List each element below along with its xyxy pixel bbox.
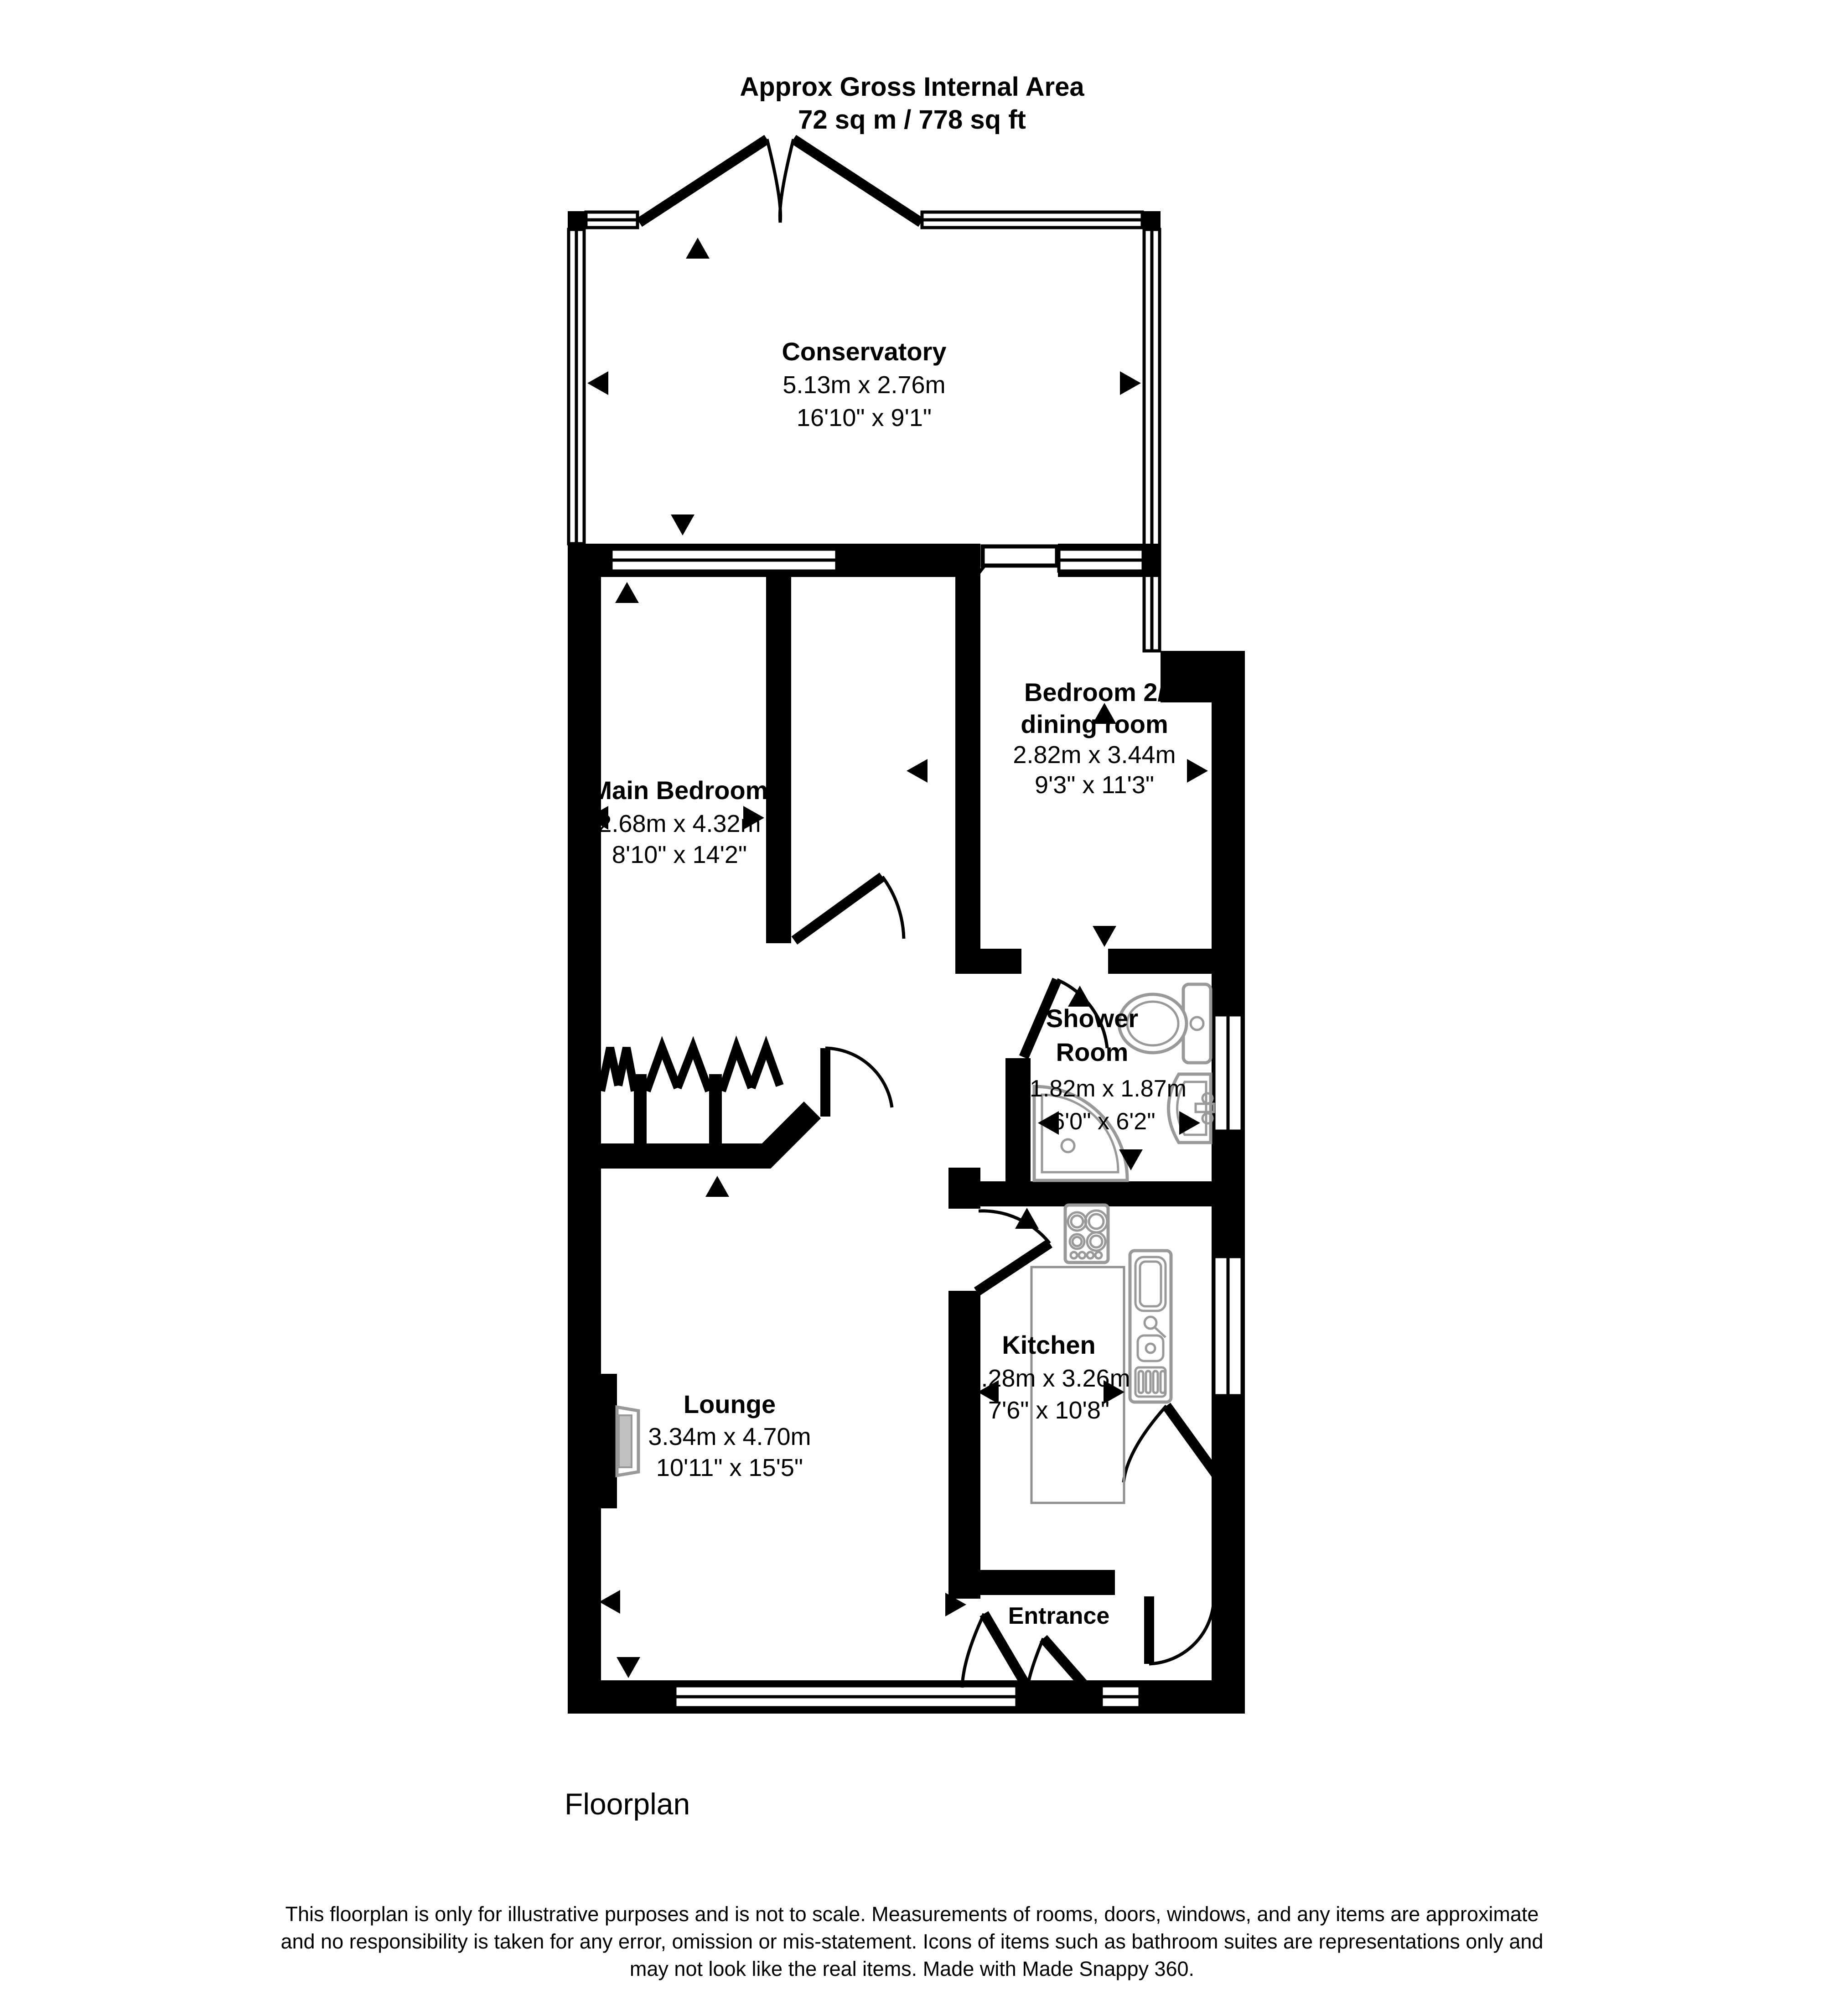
gross-area-title-line2: 72 sq m / 778 sq ft <box>798 105 1026 135</box>
kitchen-sink-icon <box>1130 1251 1171 1402</box>
bedroom2-name-line1: Bedroom 2/ <box>1024 678 1165 707</box>
bedroom2-name-line2: dining room <box>1021 710 1168 738</box>
disclaimer <box>281 1902 1544 1980</box>
floorplan-caption: Floorplan <box>565 1787 690 1821</box>
kitchen-left-wall <box>948 1291 980 1599</box>
shower-bottom-wall <box>980 1181 1245 1206</box>
main-bedroom-imperial: 8'10" x 14'2" <box>611 841 747 868</box>
shower-room-name-line1: Shower <box>1046 1004 1139 1033</box>
main-bedroom-right-wall <box>766 577 791 943</box>
main-bedroom-metric: 2.68m x 4.32m <box>598 810 761 837</box>
bedroom2-metric: 2.82m x 3.44m <box>1013 741 1176 769</box>
main-bedroom-door <box>794 877 904 940</box>
bedroom2-bottom-wall-left <box>955 949 1021 974</box>
kitchen-side-door <box>1124 1406 1221 1482</box>
lounge-imperial: 10'11" x 15'5" <box>656 1454 803 1481</box>
french-doors <box>639 139 921 223</box>
label-kitchen <box>967 1330 1130 1424</box>
lounge-metric: 3.34m x 4.70m <box>648 1423 811 1450</box>
lounge-top-wall <box>568 1143 771 1169</box>
shower-room-imperial: 6'0" x 6'2" <box>1052 1108 1156 1135</box>
hob-icon <box>1065 1205 1108 1263</box>
kitchen-left-wall-top <box>948 1168 980 1209</box>
kitchen-door <box>977 1211 1050 1292</box>
conservatory-imperial: 16'10" x 9'1" <box>796 404 932 431</box>
kitchen-name: Kitchen <box>1002 1330 1096 1359</box>
conservatory-corner-post-right <box>1142 211 1161 229</box>
disclaimer-line3: may not look like the real items. Made with Made Snappy 360. <box>629 1957 1195 1980</box>
kitchen-imperial: 7'6" x 10'8" <box>988 1397 1110 1424</box>
wardrobe-bifold-doors <box>601 1048 780 1091</box>
label-bedroom2 <box>1013 678 1176 799</box>
kitchen-metric: 2.28m x 3.26m <box>967 1365 1130 1392</box>
entrance-name: Entrance <box>1008 1603 1110 1629</box>
label-lounge <box>648 1390 811 1481</box>
hall-diagonal-wall <box>754 1102 821 1169</box>
entrance-kitchen-door <box>1149 1596 1214 1664</box>
hall-lounge-door <box>825 1048 892 1117</box>
entrance-top-wall <box>980 1570 1115 1595</box>
fireplace-icon <box>617 1407 638 1476</box>
conservatory-metric: 5.13m x 2.76m <box>782 371 946 399</box>
conservatory-name: Conservatory <box>782 337 947 366</box>
label-conservatory <box>782 337 946 431</box>
bedroom2-left-wall <box>955 577 980 949</box>
disclaimer-line2: and no responsibility is taken for any error, omission or mis-statement. Icons of items such as bathroom suites are representations only and <box>280 1930 1544 1953</box>
conservatory-corner-post-left <box>568 211 586 229</box>
disclaimer-line1: This floorplan is only for illustrative purposes and is not to scale. Measurements of rooms, doors, windows, and any items are approximate <box>285 1902 1539 1926</box>
shower-room-metric: 1.82m x 1.87m <box>1030 1076 1187 1102</box>
label-main-bedroom <box>591 776 768 868</box>
gross-area-title-line1: Approx Gross Internal Area <box>740 72 1084 102</box>
lounge-name: Lounge <box>683 1390 776 1418</box>
wall-left <box>568 544 601 1714</box>
chimney-breast <box>591 1374 617 1508</box>
bedroom2-imperial: 9'3" x 11'3" <box>1034 771 1155 799</box>
main-bedroom-name: Main Bedroom <box>591 776 768 805</box>
shower-room-name-line2: Room <box>1056 1038 1129 1066</box>
bedroom2-bottom-wall-right <box>1108 949 1245 974</box>
